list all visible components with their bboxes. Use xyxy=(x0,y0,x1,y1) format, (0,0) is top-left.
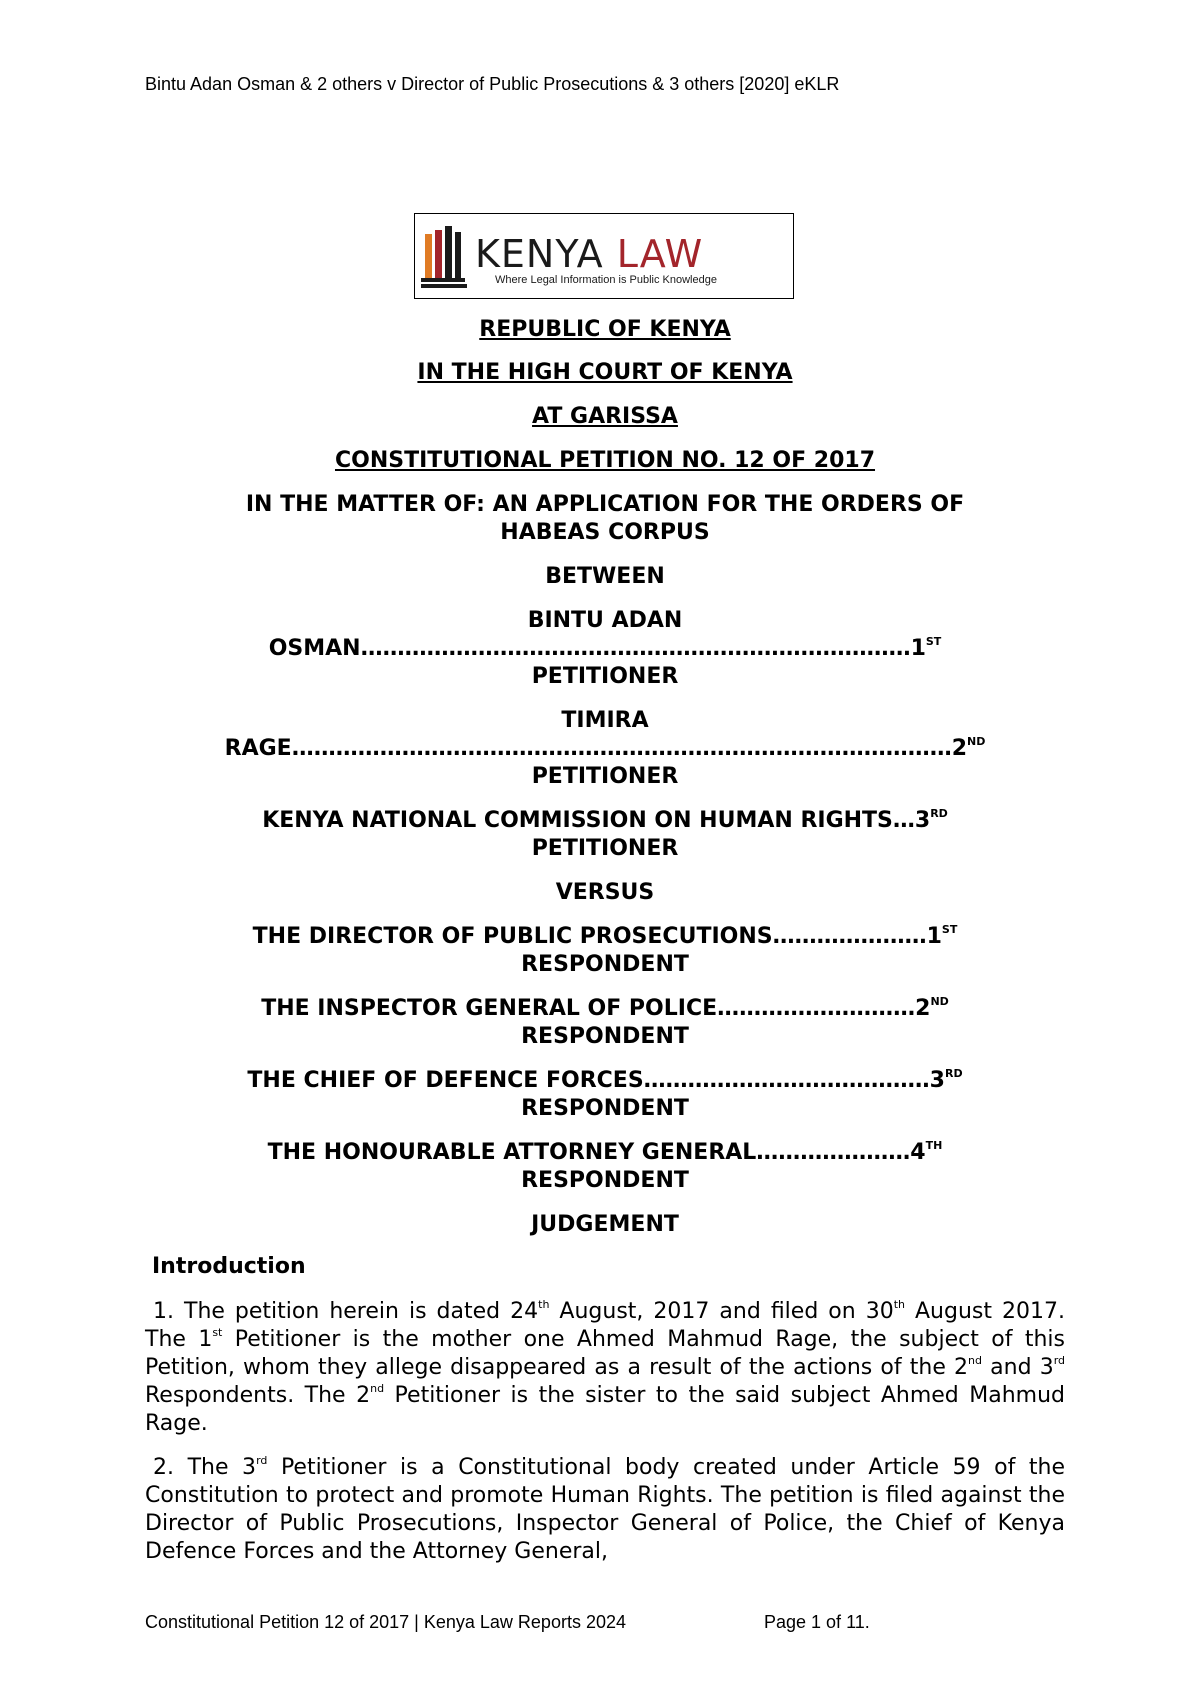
respondent-3-line: THE CHIEF OF DEFENCE FORCES…………………………………3RD xyxy=(247,1066,963,1093)
respondent-2-role: RESPONDENT xyxy=(521,1024,689,1049)
caption-court: IN THE HIGH COURT OF KENYA xyxy=(417,360,793,385)
pillars-icon xyxy=(421,224,475,290)
petitioner-1-line: OSMAN…………………………………………………………………1ST xyxy=(268,634,942,661)
petitioner-2-line: RAGE………………………………………………………………………………2ND xyxy=(224,734,986,761)
petitioner-2-role: PETITIONER xyxy=(531,764,679,789)
petitioner-3 xyxy=(150,807,1060,863)
respondent-4-line: THE HONOURABLE ATTORNEY GENERAL…………………4TH xyxy=(267,1138,943,1165)
respondent-1-role: RESPONDENT xyxy=(521,952,689,977)
petitioner-1-name: BINTU ADAN xyxy=(527,608,683,633)
respondent-4-role: RESPONDENT xyxy=(521,1168,689,1193)
respondent-2 xyxy=(150,995,1060,1051)
logo-wordmark xyxy=(475,232,703,276)
caption-republic: REPUBLIC OF KENYA xyxy=(479,317,731,342)
caption-place: AT GARISSA xyxy=(532,404,678,429)
running-header: Bintu Adan Osman & 2 others v Director of Public Prosecutions & 3 others [2020] eKLR xyxy=(145,74,840,94)
logo-word-law: LAW xyxy=(616,232,704,276)
caption-between: BETWEEN xyxy=(545,564,665,589)
section-title: Introduction xyxy=(152,1254,306,1279)
respondent-1 xyxy=(150,923,1060,979)
respondent-2-line: THE INSPECTOR GENERAL OF POLICE………………………2ND xyxy=(261,994,949,1021)
caption-matter-line2: HABEAS CORPUS xyxy=(500,520,710,545)
petitioner-2-name: TIMIRA xyxy=(561,708,649,733)
respondent-4 xyxy=(150,1139,1060,1195)
caption-judgement: JUDGEMENT xyxy=(531,1212,679,1237)
logo-word-kenya: KENYA xyxy=(475,232,604,276)
respondent-1-line: THE DIRECTOR OF PUBLIC PROSECUTIONS…………………1ST xyxy=(252,922,958,949)
footer-citation: Constitutional Petition 12 of 2017 | Kenya Law Reports 2024 xyxy=(145,1612,626,1632)
caption-matter xyxy=(150,491,1060,547)
footer-page-number: Page 1 of 11. xyxy=(764,1612,870,1632)
respondent-3-role: RESPONDENT xyxy=(521,1096,689,1121)
petitioner-1-role: PETITIONER xyxy=(531,664,679,689)
petitioner-3-role: PETITIONER xyxy=(531,836,679,861)
caption-versus: VERSUS xyxy=(555,880,655,905)
caption-matter-line1: IN THE MATTER OF: AN APPLICATION FOR THE ORDERS OF xyxy=(245,492,965,517)
kenya-law-logo xyxy=(414,213,794,299)
caption-petition-number: CONSTITUTIONAL PETITION NO. 12 OF 2017 xyxy=(334,448,876,473)
petitioner-2 xyxy=(150,707,1060,791)
petitioner-3-line: KENYA NATIONAL COMMISSION ON HUMAN RIGHTS…3RD xyxy=(262,806,948,833)
logo-tagline: Where Legal Information is Public Knowledge xyxy=(495,274,717,286)
petitioner-1 xyxy=(150,607,1060,691)
respondent-3 xyxy=(150,1067,1060,1123)
paragraph-2: 2. The 3rd Petitioner is a Constitutional body created under Article 59 of the Constitution to protect and promote Human Rights. The petition is filed against the Director of Public Prosecutions, Inspector General of Police, the Chief of Kenya Defence Forces and the Attorney General, xyxy=(145,1453,1065,1564)
paragraph-1: 1. The petition herein is dated 24th August, 2017 and filed on 30th August 2017. The 1st Petitioner is the mother one Ahmed Mahmud Rage, the subject of this Petition, whom they allege disappeared as a result of the actions of the 2nd and 3rd Respondents. The 2nd Petitioner is the sister to the said subject Ahmed Mahmud Rage. xyxy=(145,1297,1066,1436)
